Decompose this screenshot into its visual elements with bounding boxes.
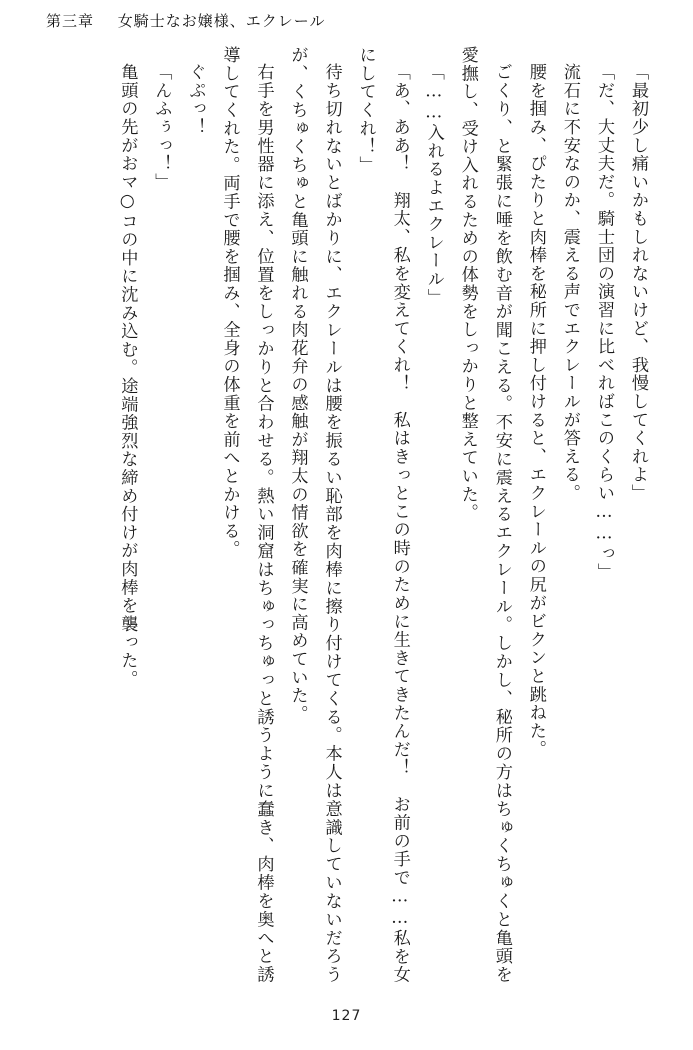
page-number: 127 (331, 1008, 362, 1024)
paragraph: 「だ、大丈夫だ。騎士団の演習に比べればこのくらい……っ」 (593, 63, 614, 582)
paragraph: 亀頭の先がおマ○コの中に沈み込む。途端強烈な締め付けが肉棒を襲った。 (117, 63, 138, 689)
paragraph: ごくり、と緊張に唾を飲む音が聞こえる。不安に震えるエクレール。しかし、秘所の方はちゅくちゅくと亀頭を愛撫し、受け入れるための体勢をしっかりと整えていた。 (457, 46, 512, 984)
paragraph: 「んふぅっ！」 (151, 63, 172, 192)
paragraph: 待ち切れないとばかりに、エクレールは腰を振るい恥部を肉棒に擦り付けてくる。本人は意識していないだろうが、くちゅくちゅと亀頭に触れる肉花弁の感触が翔太の情欲を確実に高めていた。 (287, 46, 342, 984)
paragraph: ぐぷっ！ (185, 63, 206, 137)
paragraph: 「……入れるよエクレール」 (423, 63, 444, 307)
paragraph: 右手を男性器に添え、位置をしっかりと合わせる。熱い洞窟はちゅっちゅっと誘うように蠢き、肉棒を奥へと誘導してくれた。両手で腰を掴み、全身の体重を前へとかける。 (219, 46, 274, 984)
paragraph: 「最初少し痛いかもしれないけど、我慢してくれよ」 (628, 63, 648, 503)
chapter-number: 第三章 (46, 12, 95, 30)
running-head (46, 10, 647, 40)
chapter-title: 女騎士なお嬢様、エクレール (117, 12, 326, 30)
paragraph: 腰を掴み、ぴたりと肉棒を秘所に押し付けると、エクレールの尻がビクンと跳ねた。 (525, 63, 546, 759)
page-body-text (40, 46, 655, 984)
paragraph: 「あ、ああ！ 翔太、私を変えてくれ！ 私はきっとこの時のために生きてきたんだ！ お前の手で……私を女にしてくれ！」 (355, 46, 410, 984)
paragraph: 流石に不安なのか、震える声でエクレールが答える。 (559, 63, 580, 503)
